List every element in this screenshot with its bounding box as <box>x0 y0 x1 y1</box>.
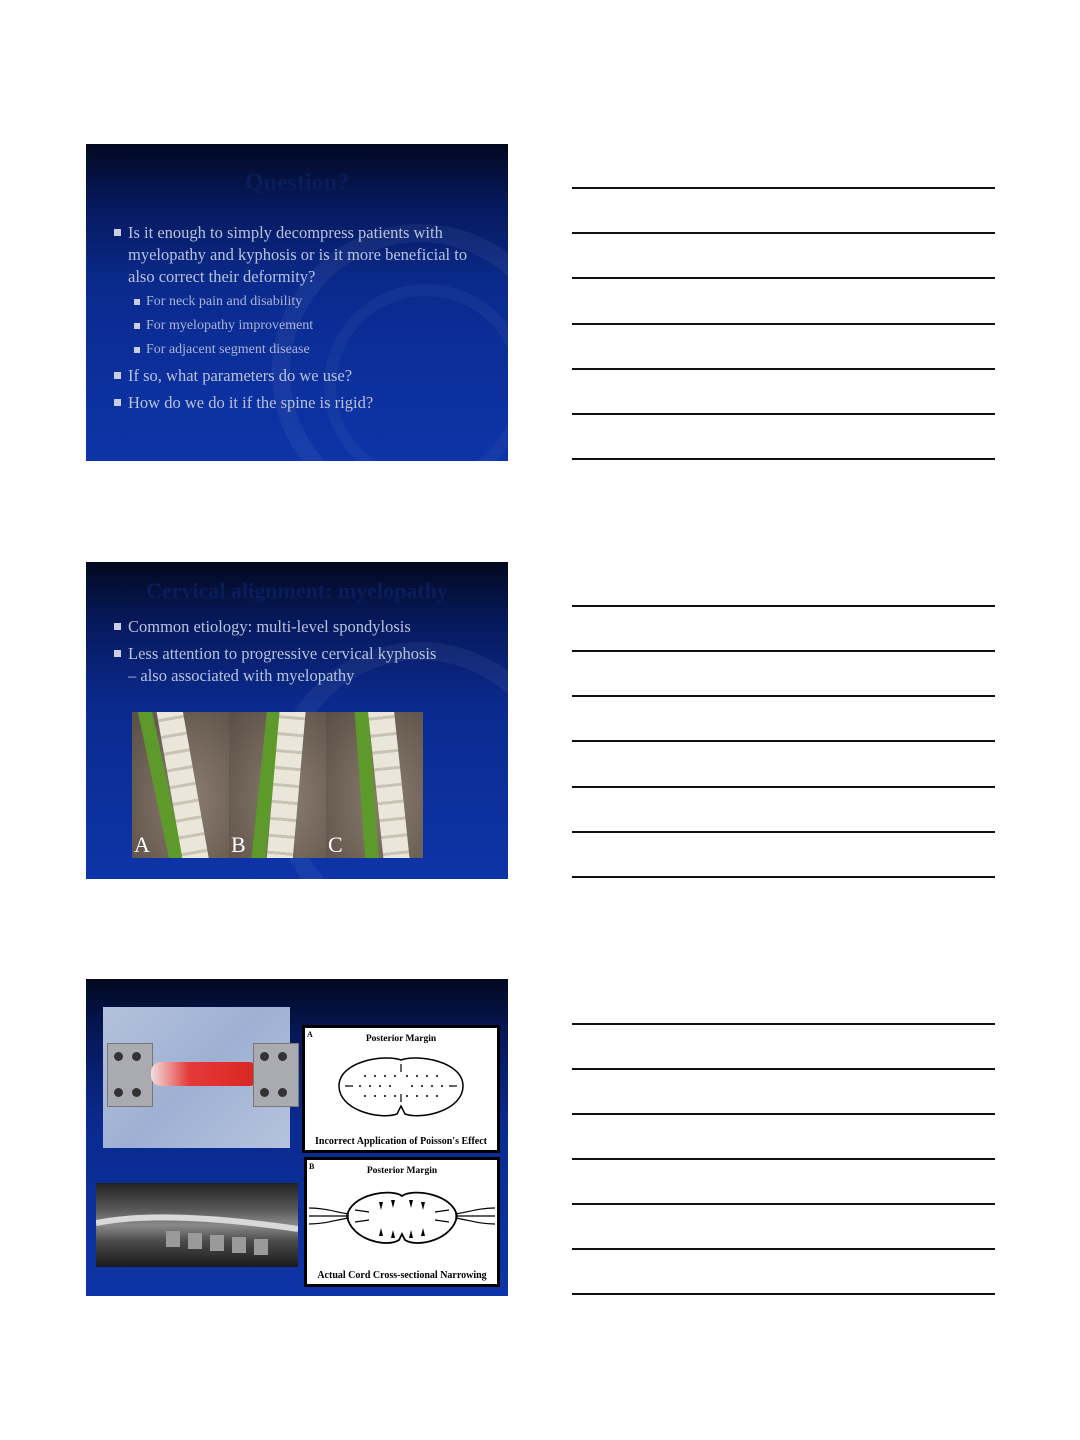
note-line <box>572 1293 995 1295</box>
diagram-a: A Posterior Margin Incorrect Application of Poisson's Effect <box>302 1025 500 1153</box>
note-line <box>572 187 995 189</box>
bullet: How do we do it if the spine is rigid? <box>114 392 484 414</box>
cord-cross-section-b <box>307 1178 497 1268</box>
square-bullet-icon <box>134 323 140 329</box>
note-line <box>572 368 995 370</box>
cord-specimen <box>151 1062 259 1086</box>
square-bullet-icon <box>114 623 121 630</box>
photo-label: B <box>231 832 246 857</box>
diagram-caption: Incorrect Application of Poisson's Effect <box>314 1136 488 1147</box>
spine-model-photos <box>132 712 423 858</box>
note-line <box>572 277 995 279</box>
left-clamp <box>107 1043 153 1107</box>
bullet: Common etiology: multi-level spondylosis <box>114 616 484 638</box>
note-line <box>572 1158 995 1160</box>
slide-title: Cervical alignment: myelopathy <box>146 578 448 603</box>
diagram-b: B Posterior Margin Actual Cord Cross-sectional Narrowing <box>304 1157 500 1287</box>
slide-3 <box>86 979 508 1296</box>
sub-bullet: For myelopathy improvement <box>134 316 484 336</box>
note-line <box>572 232 995 234</box>
slide-2 <box>86 562 508 879</box>
tensile-test-photo <box>103 1007 290 1148</box>
square-bullet-icon <box>114 399 121 406</box>
photo-b <box>229 712 326 858</box>
note-line <box>572 695 995 697</box>
square-bullet-icon <box>134 299 140 305</box>
square-bullet-icon <box>114 229 121 236</box>
note-line <box>572 605 995 607</box>
bullet: Is it enough to simply decompress patients with myelopathy and kyphosis or is it more beneficial to also correct their deformity? <box>114 222 484 288</box>
note-line <box>572 1113 995 1115</box>
photo-a <box>132 712 229 858</box>
square-bullet-icon <box>114 650 121 657</box>
note-line <box>572 1023 995 1025</box>
note-line <box>572 1248 995 1250</box>
sub-bullet: For adjacent segment disease <box>134 340 484 360</box>
note-line <box>572 831 995 833</box>
bullet: Less attention to progressive cervical kyphosis – also associated with myelopathy <box>114 643 448 687</box>
note-line <box>572 650 995 652</box>
note-line <box>572 786 995 788</box>
mri-image <box>96 1183 298 1267</box>
square-bullet-icon <box>134 347 140 353</box>
note-line <box>572 323 995 325</box>
photo-label: A <box>134 832 150 857</box>
note-line <box>572 458 995 460</box>
diagram-header: Posterior Margin <box>366 1166 438 1176</box>
right-clamp <box>253 1043 299 1107</box>
slide-title: Question? <box>244 170 349 196</box>
note-line <box>572 876 995 878</box>
photo-label: C <box>328 832 343 857</box>
photo-c <box>326 712 423 858</box>
slide-1 <box>86 144 508 461</box>
mri-spine-drawing <box>96 1183 298 1267</box>
note-line <box>572 413 995 415</box>
note-line <box>572 740 995 742</box>
square-bullet-icon <box>114 372 121 379</box>
bullet: If so, what parameters do we use? <box>114 365 484 387</box>
diagram-header: Posterior Margin <box>365 1034 437 1044</box>
sub-bullet: For neck pain and disability <box>134 292 484 312</box>
note-line <box>572 1068 995 1070</box>
diagram-caption: Actual Cord Cross-sectional Narrowing <box>317 1270 487 1281</box>
cord-cross-section-a <box>305 1046 497 1136</box>
note-line <box>572 1203 995 1205</box>
